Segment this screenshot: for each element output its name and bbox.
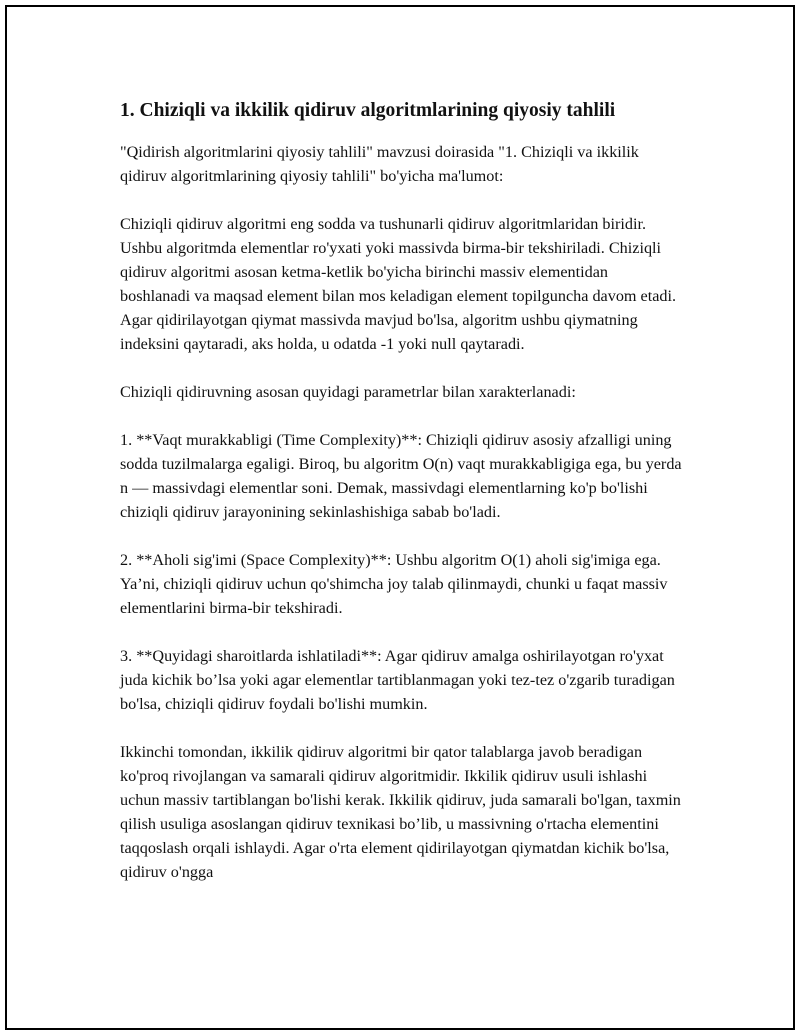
page-frame	[5, 5, 795, 1030]
linear-search-paragraph: Chiziqli qidiruv algoritmi eng sodda va tushunarli qidiruv algoritmlaridan biridir. Ushbu algoritmda elementlar ro'yxati yoki massivda birma-bir tekshiriladi. Chiziqli qidiruv algoritmi asosan ketma-ketlik bo'yicha birinchi massiv elementidan boshlanadi va maqsad element bilan mos keladigan element topilguncha davom etadi. Agar qidirilayotgan qiymat massivda mavjud bo'lsa, algoritm ushbu qiymatning indeksini qaytaradi, aks holda, u odatda -1 yoki null qaytaradi.	[120, 215, 677, 353]
intro-paragraph: "Qidirish algoritmlarini qiyosiy tahlili" mavzusi doirasida "1. Chiziqli va ikkilik qidiruv algoritmlarining qiyosiy tahlili" bo'yicha ma'lumot:	[120, 143, 639, 185]
space-complexity-paragraph: 2. **Aholi sig'imi (Space Complexity)**: Ushbu algoritm O(1) aholi sig'imiga ega. Ya’ni, chiziqli qidiruv uchun qo'shimcha joy talab qilinmaydi, chunki u faqat massiv elementlarini birma-bir tekshiradi.	[120, 551, 668, 617]
parameters-intro-paragraph: Chiziqli qidiruvning asosan quyidagi parametrlar bilan xarakterlanadi:	[120, 383, 576, 401]
document-title: 1. Chiziqli va ikkilik qidiruv algoritmlarining qiyosiy tahlili	[120, 100, 616, 121]
usage-conditions-paragraph: 3. **Quyidagi sharoitlarda ishlatiladi**: Agar qidiruv amalga oshirilayotgan ro'yxat juda kichik bo’lsa yoki agar elementlar tartiblanmagan yoki tez-tez o'zgarib turadigan bo'lsa, chiziqli qidiruv foydali bo'lishi mumkin.	[120, 647, 675, 713]
binary-search-paragraph: Ikkinchi tomondan, ikkilik qidiruv algoritmi bir qator talablarga javob beradigan ko'proq rivojlangan va samarali qidiruv algoritmidir. Ikkilik qidiruv usuli ishlashi uchun massiv tartiblangan bo'lishi kerak. Ikkilik qidiruv, juda samarali bo'lgan, taxmin qilish usuliga asoslangan qidiruv texnikasi bo’lib, u massivning o'rtacha elementini taqqoslash orqali ishlaydi. Agar o'rta element qidirilayotgan qiymatdan kichik bo'lsa, qidiruv o'ngga	[120, 743, 681, 881]
time-complexity-paragraph: 1. **Vaqt murakkabligi (Time Complexity)**: Chiziqli qidiruv asosiy afzalligi uning sodda tuzilmalarga egaligi. Biroq, bu algoritm O(n) vaqt murakkabligiga ega, bu yerda n — massivdagi elementlar soni. Demak, massivdagi elementlarning ko'p bo'lishi chiziqli qidiruv jarayonining sekinlashishiga sabab bo'ladi.	[120, 431, 682, 521]
document-body	[120, 99, 682, 884]
